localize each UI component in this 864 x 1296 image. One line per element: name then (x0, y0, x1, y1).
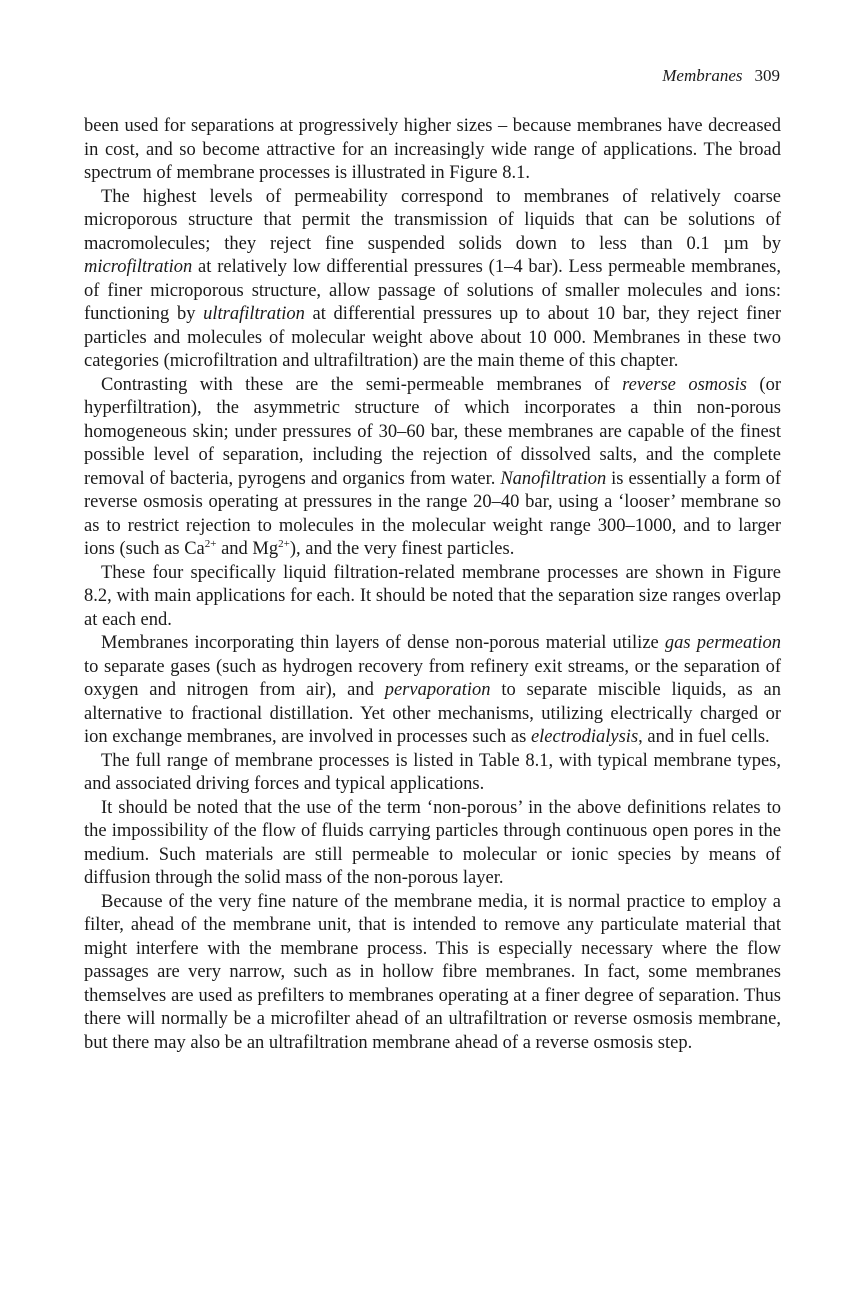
text-run: Because of the very fine nature of the membrane media, it is normal practice to employ a filter, ahead of the membrane unit, that is intended to remove any particulate material that might interfere with the membrane process. This is especially necessary where the flow passages are very narrow, such as in hollow fibre membranes. In fact, some membranes themselves are used as prefilters to membranes operating at a finer degree of separation. Thus there will normally be a microfilter ahead of an ultrafiltration or reverse osmosis membrane, but there may also be an ultrafiltration membrane ahead of a reverse osmosis step. (84, 891, 781, 1053)
text-run: The full range of membrane processes is listed in Table 8.1, with typical membrane types, and associated driving forces and typical applications. (84, 750, 781, 794)
text-run: at relatively low differential pressures (1–4 bar). Less permeable membranes, of finer microporous structure, allow passage of solutions of smaller molecules and ions: functioning by (84, 257, 781, 324)
paragraph (84, 115, 781, 186)
italic-term: microfiltration (84, 257, 193, 277)
text-run: , and in fuel cells. (638, 727, 770, 747)
paragraph (84, 797, 781, 891)
text-run: and Mg (216, 539, 279, 559)
text-run: ), and the very finest particles. (289, 539, 515, 559)
text-run: been used for separations at progressively higher sizes – because membranes have decreased in cost, and so become attractive for an increasingly wide range of applications. The broad spectrum of membrane processes is illustrated in Figure 8.1. (84, 116, 781, 183)
text-run: The highest levels of permeability correspond to membranes of relatively coarse microporous structure that permit the transmission of liquids that can be solutions of macromolecules; they reject fine suspended solids down to less than 0.1 µm by (84, 186, 781, 254)
italic-term: Nanofiltration (500, 468, 607, 489)
paragraph (84, 186, 781, 374)
paragraph (84, 632, 781, 750)
text-run: to separate gases (such as hydrogen recovery from refinery exit streams, or the separation of oxygen and nitrogen from air), and (84, 656, 781, 700)
text-run: at differential pressures up to about 10 bar, they reject finer particles and molecules of molecular weight above about 10 000. Membranes in these two categories (microfiltration and ultrafiltration) are the main theme of this chapter. (84, 304, 781, 371)
text-run: (or hyperfiltration), the asymmetric structure of which incorporates a thin non-porous homogeneous skin; under pressures of 30–60 bar, these membranes are capable of the finest possible level of separation, including the rejection of dissolved salts, and the complete removal of bacteria, pyrogens and organics from water. (84, 374, 781, 489)
running-header-title: Membranes (662, 66, 743, 85)
italic-term: gas permeation (664, 633, 781, 653)
paragraph (84, 374, 781, 562)
superscript-charge: 2+ (278, 538, 290, 550)
text-run: Contrasting with these are the semi-permeable membranes of (101, 374, 623, 395)
text-run: These four specifically liquid filtration-related membrane processes are shown in Figure 8.2, with main applications for each. It should be noted that the separation size ranges overlap at each end. (84, 562, 781, 630)
body-text (84, 115, 781, 1055)
paragraph (84, 891, 781, 1056)
text-run: It should be noted that the use of the term ‘non-porous’ in the above definitions relates to the impossibility of the flow of fluids carrying particles through continuous open pores in the medium. Such materials are still permeable to molecular or ionic species by means of diffusion through the solid mass of the non-porous layer. (84, 797, 781, 888)
paragraph (84, 750, 781, 797)
italic-term: electrodialysis (530, 727, 639, 747)
superscript-charge: 2+ (204, 538, 217, 550)
italic-term: ultrafiltration (203, 304, 305, 324)
paragraph (84, 562, 781, 633)
text-run: Membranes incorporating thin layers of dense non-porous material utilize (101, 633, 665, 653)
text-run: to separate miscible liquids, as an alternative to fractional distillation. Yet other mechanisms, utilizing electrically charged or ion exchange membranes, are involved in processes such as (84, 680, 781, 747)
running-header (662, 66, 780, 86)
page-number: 309 (754, 66, 780, 85)
italic-term: pervaporation (384, 680, 491, 700)
italic-term: reverse osmosis (622, 374, 747, 395)
text-run: is essentially a form of reverse osmosis operating at pressures in the range 20–40 bar, using a ‘looser’ membrane so as to restrict rejection to molecules in the molecular weight range 300–1000, and to larger ions (such as Ca (84, 468, 781, 559)
